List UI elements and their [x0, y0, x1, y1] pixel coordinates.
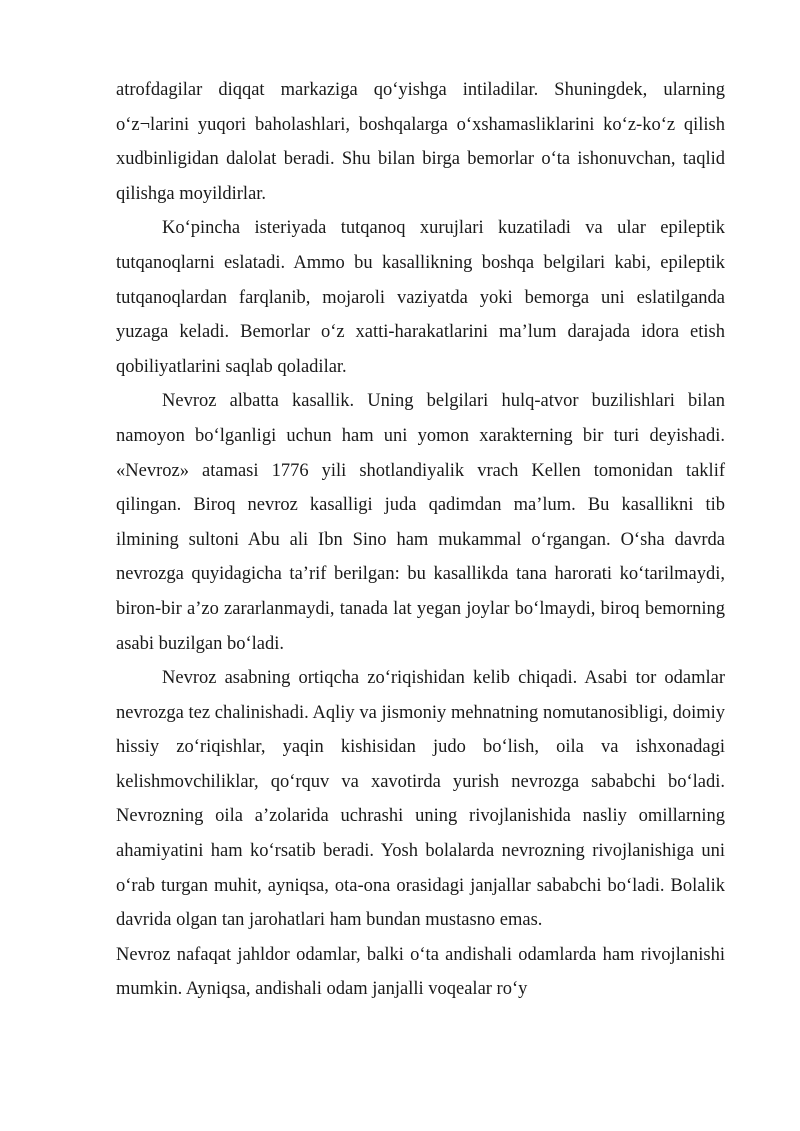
document-page — [116, 73, 725, 1007]
paragraph-1: atrofdagilar diqqat markaziga qo‘yishga intiladilar. Shuningdek, ularning o‘z¬larini yuqori baholashlari, boshqalarga o‘xshamasliklarini ko‘z-ko‘z qilish xudbinligidan dalolat beradi. Shu bilan birga bemorlar o‘ta ishonuvchan, taqlid qilishga moyildirlar. — [116, 80, 725, 204]
paragraph-2: Ko‘pincha isteriyada tutqanoq xurujlari kuzatiladi va ular epileptik tutqanoqlarni eslatadi. Ammo bu kasallikning boshqa belgilari kabi, epileptik tutqanoqlardan farqlanib, mojaroli vaziyatda yoki bemorga uni eslatilganda yuzaga keladi. Bemorlar o‘z xatti-harakatlarini ma’lum darajada idora etish qobiliyatlarini saqlab qoladilar. — [116, 218, 725, 377]
paragraph-3: Nevroz albatta kasallik. Uning belgilari hulq-atvor buzilishlari bilan namoyon bo‘lganligi uchun ham uni yomon xarakterning bir turi deyishadi. «Nevroz» atamasi 1776 yili shotlandiyalik vrach Kellen tomonidan taklif qilingan. Biroq nevroz kasalligi juda qadimdan ma’lum. Bu kasallikni tib ilmining sultoni Abu ali Ibn Sino ham mukammal o‘rgangan. O‘sha davrda nevrozga quyidagicha ta’rif berilgan: bu kasallikda tana harorati ko‘tarilmaydi, biron-bir a’zo zararlanmaydi, tanada lat yegan joylar bo‘lmaydi, biroq bemorning asabi buzilgan bo‘ladi. — [116, 391, 725, 654]
paragraph-4: Nevroz asabning ortiqcha zo‘riqishidan kelib chiqadi. Asabi tor odamlar nevrozga tez chalinishadi. Aqliy va jismoniy mehnatning nomutanosibligi, doimiy hissiy zo‘riqishlar, yaqin kishisidan judo bo‘lish, oila va ishxonadagi kelishmovchiliklar, qo‘rquv va xavotirda yurish nevrozga sababchi bo‘ladi. Nevrozning oila a’zolarida uchrashi uning rivojlanishida nasliy omillarning ahamiyatini ham ko‘rsatib beradi. Yosh bolalarda nevrozning rivojlanishiga uni o‘rab turgan muhit, ayniqsa, ota-ona orasidagi janjallar sababchi bo‘ladi. Bolalik davrida olgan tan jarohatlari ham bundan mustasno emas. — [116, 668, 725, 931]
paragraph-5: Nevroz nafaqat jahldor odamlar, balki o‘ta andishali odamlarda ham rivojlanishi mumkin. Ayniqsa, andishali odam janjalli voqealar ro‘y — [116, 944, 725, 1000]
